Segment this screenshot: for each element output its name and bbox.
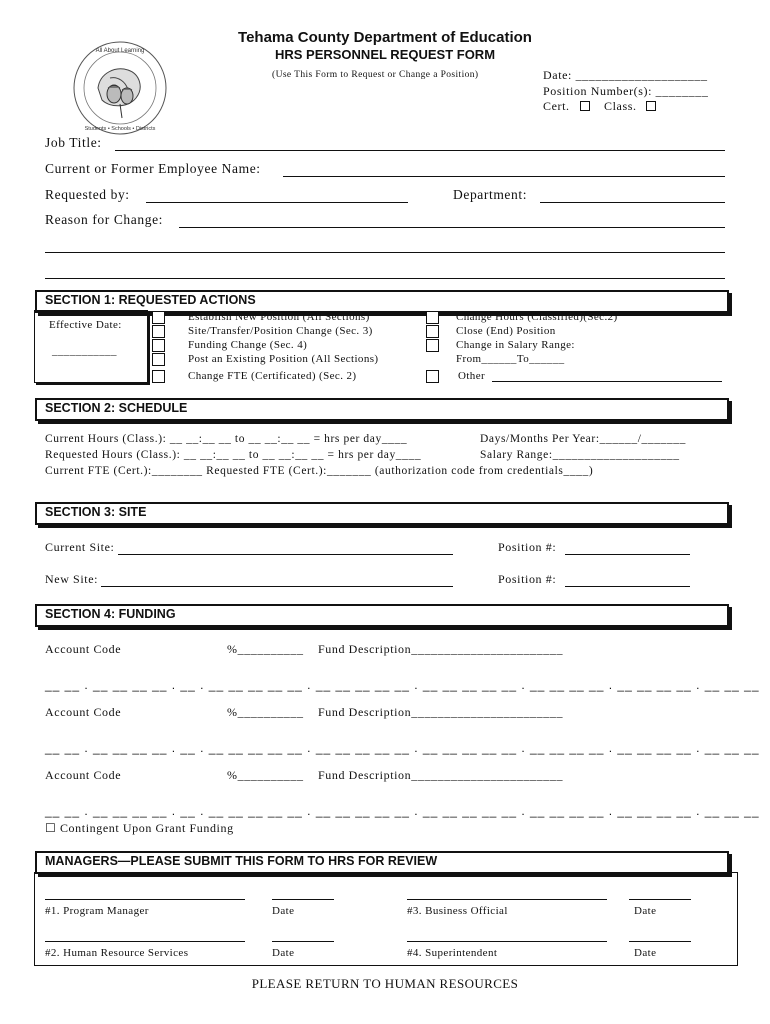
sig4-date-line[interactable] xyxy=(629,941,691,942)
percent-field-1[interactable]: %__________ xyxy=(227,642,304,656)
sig3-date-label: Date xyxy=(634,905,657,917)
job-title-line[interactable] xyxy=(115,150,725,151)
account-code-blanks-2[interactable]: __ __ . __ __ __ __ . __ . __ __ __ __ __ . __ __ __ __ __ . __ __ __ __ __ . __ __ __ __ . __ __ __ __ . __ __ __ xyxy=(45,741,760,755)
contingent-checkbox-label[interactable]: ☐ Contingent Upon Grant Funding xyxy=(45,821,234,835)
position-numbers-field[interactable]: Position Number(s): ________ xyxy=(543,84,709,98)
action-close-position: Close (End) Position xyxy=(456,325,556,337)
section3-header xyxy=(35,502,729,525)
sig2-date-label: Date xyxy=(272,947,295,959)
managers-title: MANAGERS—PLEASE SUBMIT THIS FORM TO HRS FOR REVIEW xyxy=(45,854,438,868)
sig2-label: #2. Human Resource Services xyxy=(45,947,189,959)
current-site-line[interactable] xyxy=(118,554,453,555)
requested-by-label: Requested by: xyxy=(45,187,130,202)
current-site-label: Current Site: xyxy=(45,540,115,554)
class-label: Class. xyxy=(604,99,637,113)
sig1-line[interactable] xyxy=(45,899,245,900)
class-checkbox[interactable] xyxy=(646,101,656,111)
form-title: HRS PERSONNEL REQUEST FORM xyxy=(274,47,496,62)
form-subtitle: (Use This Form to Request or Change a Position) xyxy=(272,70,479,80)
requested-by-line[interactable] xyxy=(146,202,408,203)
sig3-line[interactable] xyxy=(407,899,607,900)
fund-description-field-1[interactable]: Fund Description_______________________ xyxy=(318,642,564,656)
close-position-checkbox[interactable] xyxy=(426,325,439,338)
current-position-label: Position #: xyxy=(498,540,557,554)
employee-name-line[interactable] xyxy=(283,176,725,177)
other-line[interactable] xyxy=(492,381,722,382)
effective-date-label: Effective Date: xyxy=(49,319,122,331)
change-hours-checkbox[interactable] xyxy=(426,311,439,324)
account-code-label-2: Account Code xyxy=(45,705,122,719)
current-position-line[interactable] xyxy=(565,554,690,555)
effective-date-blank: ___________ xyxy=(52,345,117,357)
section4-header xyxy=(35,604,729,627)
sig1-date-line[interactable] xyxy=(272,899,334,900)
sig1-date-label: Date xyxy=(272,905,295,917)
salary-range-checkbox[interactable] xyxy=(426,339,439,352)
reason-line-3[interactable] xyxy=(45,278,725,279)
establish-new-position-checkbox[interactable] xyxy=(152,311,165,324)
account-code-label-1: Account Code xyxy=(45,642,122,656)
employee-name-label: Current or Former Employee Name: xyxy=(45,161,261,176)
new-site-label: New Site: xyxy=(45,572,99,586)
section2-header xyxy=(35,398,729,421)
sig3-date-line[interactable] xyxy=(629,899,691,900)
funding-change-checkbox[interactable] xyxy=(152,339,165,352)
section1-title: SECTION 1: REQUESTED ACTIONS xyxy=(45,293,256,307)
sig4-line[interactable] xyxy=(407,941,607,942)
action-change-hours: Change Hours (Classified)(Sec.2) xyxy=(456,311,618,323)
new-position-label: Position #: xyxy=(498,572,557,586)
department-line[interactable] xyxy=(540,202,725,203)
new-position-line[interactable] xyxy=(565,586,690,587)
percent-field-2[interactable]: %__________ xyxy=(227,705,304,719)
action-establish: Establish New Position (All Sections) xyxy=(188,311,370,323)
action-change-fte: Change FTE (Certificated) (Sec. 2) xyxy=(188,370,357,382)
fund-description-field-3[interactable]: Fund Description_______________________ xyxy=(318,768,564,782)
job-title-label: Job Title: xyxy=(45,135,102,150)
org-title: Tehama County Department of Education xyxy=(238,29,532,46)
sig2-line[interactable] xyxy=(45,941,245,942)
section3-title: SECTION 3: SITE xyxy=(45,505,147,519)
action-post-existing: Post an Existing Position (All Sections) xyxy=(188,353,379,365)
current-hours-row[interactable]: Current Hours (Class.): __ __:__ __ to __ __:__ __ = hrs per day____ xyxy=(45,433,408,445)
action-site-transfer: Site/Transfer/Position Change (Sec. 3) xyxy=(188,325,373,337)
action-salary-range: Change in Salary Range: xyxy=(456,339,575,351)
action-funding-change: Funding Change (Sec. 4) xyxy=(188,339,308,351)
fte-row[interactable]: Current FTE (Cert.):________ Requested FTE (Cert.):_______ (authorization code from credentials____) xyxy=(45,465,594,477)
percent-field-3[interactable]: %__________ xyxy=(227,768,304,782)
reason-label: Reason for Change: xyxy=(45,212,164,227)
cert-label: Cert. xyxy=(543,99,570,113)
other-checkbox[interactable] xyxy=(426,370,439,383)
account-code-blanks-3[interactable]: __ __ . __ __ __ __ . __ . __ __ __ __ __ . __ __ __ __ __ . __ __ __ __ __ . __ __ __ __ . __ __ __ __ . __ __ __ xyxy=(45,804,760,818)
footer-note: PLEASE RETURN TO HUMAN RESOURCES xyxy=(251,976,519,991)
effective-date-box[interactable] xyxy=(34,310,148,383)
post-existing-position-checkbox[interactable] xyxy=(152,353,165,366)
salary-from-to[interactable]: From______To______ xyxy=(456,353,565,365)
reason-line-2[interactable] xyxy=(45,252,725,253)
sig2-date-line[interactable] xyxy=(272,941,334,942)
reason-line-1[interactable] xyxy=(179,227,725,228)
salary-range-field[interactable]: Salary Range:____________________ xyxy=(480,449,680,461)
requested-hours-row[interactable]: Requested Hours (Class.): __ __:__ __ to __ __:__ __ = hrs per day____ xyxy=(45,449,422,461)
section4-title: SECTION 4: FUNDING xyxy=(45,607,176,621)
department-label: Department: xyxy=(453,187,528,202)
new-site-line[interactable] xyxy=(101,586,453,587)
sig1-label: #1. Program Manager xyxy=(45,905,149,917)
account-code-label-3: Account Code xyxy=(45,768,122,782)
cert-checkbox[interactable] xyxy=(580,101,590,111)
site-transfer-checkbox[interactable] xyxy=(152,325,165,338)
date-field[interactable]: Date: ____________________ xyxy=(543,68,708,82)
account-code-blanks-1[interactable]: __ __ . __ __ __ __ . __ . __ __ __ __ __ . __ __ __ __ __ . __ __ __ __ __ . __ __ __ __ . __ __ __ __ . __ __ __ xyxy=(45,678,760,692)
fund-description-field-2[interactable]: Fund Description_______________________ xyxy=(318,705,564,719)
change-fte-checkbox[interactable] xyxy=(152,370,165,383)
managers-header xyxy=(35,851,729,874)
svg-text:All About Learning: All About Learning xyxy=(95,48,145,54)
section2-title: SECTION 2: SCHEDULE xyxy=(45,401,188,415)
sig4-label: #4. Superintendent xyxy=(407,947,498,959)
sig4-date-label: Date xyxy=(634,947,657,959)
sig3-label: #3. Business Official xyxy=(407,905,508,917)
svg-text:Students • Schools • Districts: Students • Schools • Districts xyxy=(84,126,156,132)
action-other: Other xyxy=(458,370,486,382)
days-months-field[interactable]: Days/Months Per Year:______/_______ xyxy=(480,433,686,445)
